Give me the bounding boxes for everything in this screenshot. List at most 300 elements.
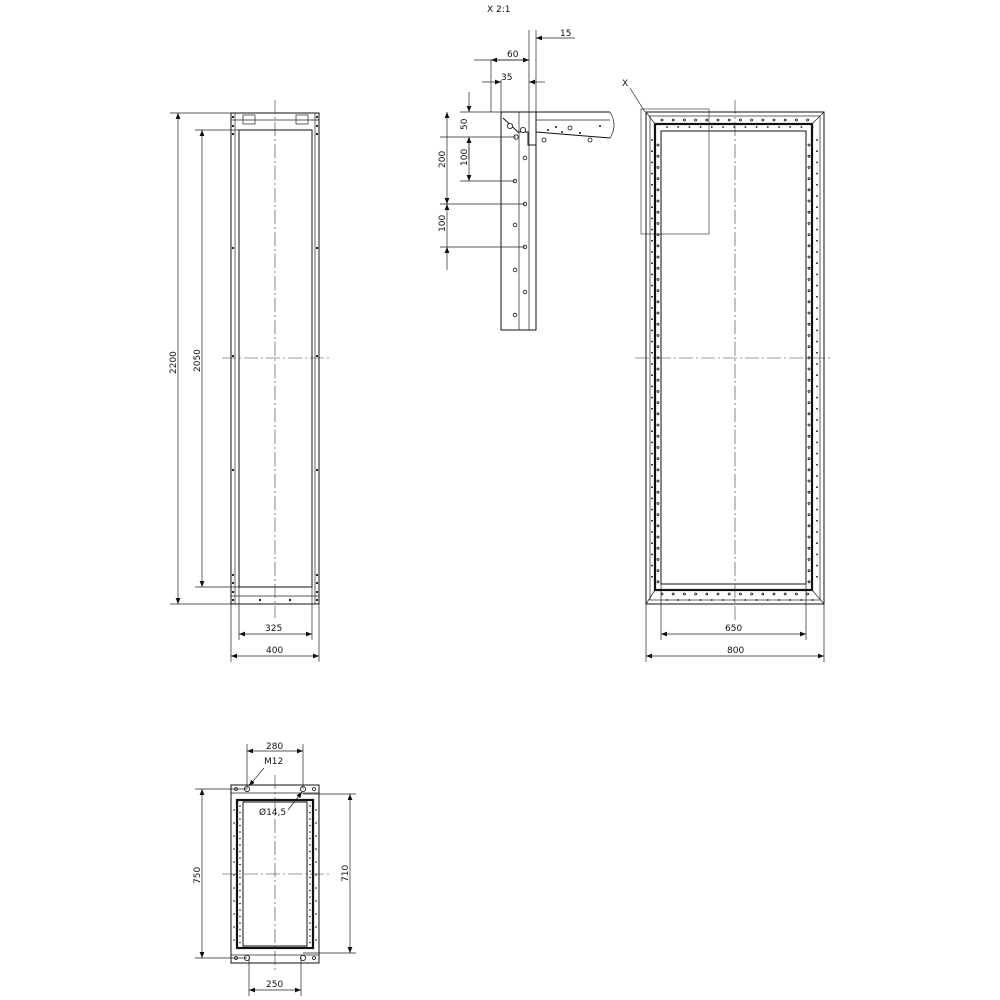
frame-hole bbox=[651, 195, 653, 197]
frame-hole bbox=[816, 554, 818, 556]
frame-hole bbox=[808, 525, 810, 527]
frame-hole bbox=[657, 166, 659, 168]
frame-hole bbox=[816, 430, 818, 432]
plan-view bbox=[193, 742, 356, 996]
front-view-hole-pattern bbox=[651, 119, 818, 601]
frame-hole bbox=[657, 312, 659, 314]
frame-hole bbox=[672, 119, 674, 121]
frame-hole bbox=[651, 565, 653, 567]
frame-hole bbox=[784, 119, 786, 121]
frame-hole bbox=[756, 599, 758, 601]
dim-800: 800 bbox=[727, 646, 745, 656]
frame-hole bbox=[808, 346, 810, 348]
frame-hole bbox=[816, 173, 818, 175]
frame-hole bbox=[808, 245, 810, 247]
frame-hole bbox=[808, 290, 810, 292]
frame-hole bbox=[808, 278, 810, 280]
frame-hole bbox=[657, 189, 659, 191]
frame-hole bbox=[309, 877, 311, 879]
frame-hole bbox=[816, 341, 818, 343]
frame-hole bbox=[657, 346, 659, 348]
dim-650: 650 bbox=[725, 624, 743, 634]
frame-hole bbox=[808, 514, 810, 516]
frame-hole bbox=[657, 267, 659, 269]
frame-hole bbox=[808, 222, 810, 224]
frame-hole bbox=[657, 424, 659, 426]
frame-hole bbox=[651, 206, 653, 208]
frame-hole bbox=[315, 913, 317, 915]
frame-hole bbox=[666, 599, 668, 601]
frame-hole bbox=[309, 857, 311, 859]
frame-hole bbox=[739, 593, 741, 595]
frame-hole bbox=[808, 570, 810, 572]
frame-hole bbox=[711, 126, 713, 128]
callout-x: X bbox=[622, 79, 629, 89]
frame-hole bbox=[816, 509, 818, 511]
frame-hole bbox=[651, 509, 653, 511]
frame-hole bbox=[657, 458, 659, 460]
frame-hole bbox=[315, 861, 317, 863]
frame-hole bbox=[309, 909, 311, 911]
frame-hole bbox=[233, 835, 235, 837]
frame-hole bbox=[657, 390, 659, 392]
frame-hole bbox=[657, 581, 659, 583]
frame-hole bbox=[233, 848, 235, 850]
frame-hole bbox=[315, 900, 317, 902]
frame-hole bbox=[651, 296, 653, 298]
frame-hole bbox=[239, 838, 241, 840]
frame-hole bbox=[808, 502, 810, 504]
frame-hole bbox=[816, 542, 818, 544]
frame-hole bbox=[808, 458, 810, 460]
frame-hole bbox=[808, 491, 810, 493]
frame-hole bbox=[808, 390, 810, 392]
frame-hole bbox=[812, 599, 814, 601]
dim-400: 400 bbox=[266, 646, 284, 656]
side-view bbox=[169, 100, 330, 662]
frame-hole bbox=[651, 554, 653, 556]
frame-hole bbox=[808, 402, 810, 404]
dim-35: 35 bbox=[501, 73, 513, 83]
frame-hole bbox=[795, 593, 797, 595]
frame-hole bbox=[816, 520, 818, 522]
frame-hole bbox=[657, 435, 659, 437]
frame-hole bbox=[816, 274, 818, 276]
frame-hole bbox=[657, 278, 659, 280]
frame-hole bbox=[239, 896, 241, 898]
frame-hole bbox=[657, 334, 659, 336]
frame-hole bbox=[657, 222, 659, 224]
frame-hole bbox=[728, 119, 730, 121]
dim-2050: 2050 bbox=[193, 349, 203, 372]
frame-hole bbox=[651, 274, 653, 276]
frame-hole bbox=[808, 413, 810, 415]
frame-hole bbox=[816, 139, 818, 141]
frame-hole bbox=[309, 838, 311, 840]
frame-hole bbox=[706, 593, 708, 595]
frame-hole bbox=[700, 599, 702, 601]
frame-hole bbox=[808, 446, 810, 448]
frame-hole bbox=[778, 126, 780, 128]
frame-hole bbox=[816, 162, 818, 164]
frame-hole bbox=[239, 929, 241, 931]
frame-hole bbox=[808, 424, 810, 426]
frame-hole bbox=[695, 593, 697, 595]
frame-hole bbox=[239, 916, 241, 918]
frame-hole bbox=[672, 593, 674, 595]
dim-280: 280 bbox=[266, 742, 284, 752]
frame-hole bbox=[807, 119, 809, 121]
frame-hole bbox=[808, 323, 810, 325]
frame-hole bbox=[651, 520, 653, 522]
frame-hole bbox=[808, 379, 810, 381]
frame-hole bbox=[309, 922, 311, 924]
frame-hole bbox=[309, 818, 311, 820]
frame-hole bbox=[816, 251, 818, 253]
frame-hole bbox=[808, 211, 810, 213]
frame-hole bbox=[651, 374, 653, 376]
dim-100-upper: 100 bbox=[460, 148, 470, 166]
frame-hole bbox=[239, 805, 241, 807]
frame-hole bbox=[773, 119, 775, 121]
frame-hole bbox=[309, 864, 311, 866]
frame-hole bbox=[808, 581, 810, 583]
frame-hole bbox=[657, 547, 659, 549]
frame-hole bbox=[309, 844, 311, 846]
frame-hole bbox=[239, 864, 241, 866]
frame-hole bbox=[745, 126, 747, 128]
frame-hole bbox=[816, 262, 818, 264]
frame-hole bbox=[816, 352, 818, 354]
label-hole-diameter: Ø14,5 bbox=[259, 808, 287, 818]
frame-hole bbox=[233, 939, 235, 941]
frame-hole bbox=[816, 285, 818, 287]
frame-hole bbox=[651, 139, 653, 141]
frame-hole bbox=[677, 599, 679, 601]
frame-hole bbox=[233, 887, 235, 889]
frame-hole bbox=[239, 818, 241, 820]
frame-hole bbox=[657, 200, 659, 202]
frame-hole bbox=[651, 430, 653, 432]
frame-hole bbox=[657, 570, 659, 572]
frame-hole bbox=[808, 256, 810, 258]
frame-hole bbox=[309, 883, 311, 885]
frame-hole bbox=[657, 413, 659, 415]
frame-hole bbox=[651, 150, 653, 152]
frame-hole bbox=[661, 119, 663, 121]
frame-hole bbox=[816, 565, 818, 567]
frame-hole bbox=[239, 877, 241, 879]
frame-hole bbox=[309, 825, 311, 827]
frame-hole bbox=[816, 531, 818, 533]
frame-hole bbox=[816, 453, 818, 455]
frame-hole bbox=[651, 218, 653, 220]
frame-hole bbox=[808, 301, 810, 303]
frame-hole bbox=[807, 593, 809, 595]
frame-hole bbox=[239, 825, 241, 827]
frame-hole bbox=[683, 119, 685, 121]
frame-hole bbox=[233, 822, 235, 824]
frame-hole bbox=[816, 397, 818, 399]
frame-hole bbox=[309, 903, 311, 905]
frame-hole bbox=[651, 475, 653, 477]
frame-hole bbox=[808, 155, 810, 157]
frame-hole bbox=[816, 408, 818, 410]
dim-250: 250 bbox=[266, 980, 284, 990]
frame-hole bbox=[816, 307, 818, 309]
frame-hole bbox=[733, 126, 735, 128]
dim-100-lower: 100 bbox=[438, 214, 448, 232]
frame-hole bbox=[309, 805, 311, 807]
frame-hole bbox=[657, 379, 659, 381]
frame-hole bbox=[651, 442, 653, 444]
frame-hole bbox=[239, 935, 241, 937]
frame-hole bbox=[657, 290, 659, 292]
frame-hole bbox=[651, 542, 653, 544]
frame-hole bbox=[315, 926, 317, 928]
frame-hole bbox=[808, 178, 810, 180]
frame-hole bbox=[651, 330, 653, 332]
frame-hole bbox=[315, 939, 317, 941]
frame-hole bbox=[816, 363, 818, 365]
frame-hole bbox=[651, 173, 653, 175]
frame-hole bbox=[808, 234, 810, 236]
frame-hole bbox=[816, 486, 818, 488]
frame-hole bbox=[309, 890, 311, 892]
frame-hole bbox=[657, 525, 659, 527]
frame-hole bbox=[651, 162, 653, 164]
frame-hole bbox=[816, 184, 818, 186]
frame-hole bbox=[657, 301, 659, 303]
frame-hole bbox=[651, 576, 653, 578]
frame-hole bbox=[309, 935, 311, 937]
frame-hole bbox=[657, 211, 659, 213]
frame-hole bbox=[309, 851, 311, 853]
frame-hole bbox=[657, 256, 659, 258]
frame-hole bbox=[657, 368, 659, 370]
frame-hole bbox=[722, 599, 724, 601]
detail-label: X 2:1 bbox=[487, 5, 511, 15]
frame-hole bbox=[657, 491, 659, 493]
frame-hole bbox=[657, 155, 659, 157]
frame-hole bbox=[651, 419, 653, 421]
frame-hole bbox=[651, 341, 653, 343]
dim-200: 200 bbox=[438, 150, 448, 168]
dim-60: 60 bbox=[507, 50, 519, 60]
frame-hole bbox=[233, 913, 235, 915]
frame-hole bbox=[808, 547, 810, 549]
frame-hole bbox=[651, 531, 653, 533]
frame-hole bbox=[657, 178, 659, 180]
frame-hole bbox=[315, 809, 317, 811]
frame-hole bbox=[657, 480, 659, 482]
frame-hole bbox=[808, 536, 810, 538]
frame-hole bbox=[733, 599, 735, 601]
frame-hole bbox=[816, 218, 818, 220]
dim-710: 710 bbox=[341, 864, 351, 882]
frame-hole bbox=[239, 890, 241, 892]
frame-hole bbox=[657, 357, 659, 359]
frame-hole bbox=[657, 469, 659, 471]
frame-hole bbox=[706, 119, 708, 121]
frame-hole bbox=[784, 593, 786, 595]
frame-hole bbox=[651, 386, 653, 388]
frame-hole bbox=[651, 318, 653, 320]
frame-hole bbox=[233, 809, 235, 811]
frame-hole bbox=[651, 352, 653, 354]
frame-hole bbox=[309, 812, 311, 814]
frame-hole bbox=[651, 184, 653, 186]
frame-hole bbox=[700, 126, 702, 128]
frame-hole bbox=[651, 262, 653, 264]
frame-hole bbox=[309, 831, 311, 833]
frame-hole bbox=[762, 593, 764, 595]
frame-hole bbox=[657, 323, 659, 325]
frame-hole bbox=[816, 229, 818, 231]
frame-hole bbox=[651, 408, 653, 410]
frame-hole bbox=[651, 285, 653, 287]
frame-hole bbox=[239, 942, 241, 944]
frame-hole bbox=[816, 576, 818, 578]
frame-hole bbox=[789, 599, 791, 601]
frame-hole bbox=[745, 599, 747, 601]
frame-hole bbox=[657, 514, 659, 516]
frame-hole bbox=[808, 166, 810, 168]
dim-750: 750 bbox=[193, 866, 203, 884]
frame-hole bbox=[816, 330, 818, 332]
frame-hole bbox=[239, 844, 241, 846]
frame-hole bbox=[808, 480, 810, 482]
frame-hole bbox=[816, 240, 818, 242]
frame-hole bbox=[816, 374, 818, 376]
frame-hole bbox=[789, 126, 791, 128]
frame-hole bbox=[651, 486, 653, 488]
frame-hole bbox=[808, 558, 810, 560]
frame-hole bbox=[773, 593, 775, 595]
frame-hole bbox=[315, 874, 317, 876]
frame-hole bbox=[756, 126, 758, 128]
frame-hole bbox=[651, 307, 653, 309]
frame-hole bbox=[816, 318, 818, 320]
frame-hole bbox=[677, 126, 679, 128]
frame-hole bbox=[239, 851, 241, 853]
frame-hole bbox=[816, 498, 818, 500]
frame-hole bbox=[239, 812, 241, 814]
frame-hole bbox=[651, 229, 653, 231]
frame-hole bbox=[816, 442, 818, 444]
frame-hole bbox=[309, 896, 311, 898]
frame-hole bbox=[239, 870, 241, 872]
frame-hole bbox=[315, 822, 317, 824]
frame-hole bbox=[239, 883, 241, 885]
frame-hole bbox=[657, 144, 659, 146]
frame-hole bbox=[808, 144, 810, 146]
frame-hole bbox=[689, 126, 691, 128]
detail-view-x bbox=[438, 5, 614, 330]
dim-15: 15 bbox=[560, 29, 572, 39]
frame-hole bbox=[751, 119, 753, 121]
frame-hole bbox=[657, 558, 659, 560]
frame-hole bbox=[808, 357, 810, 359]
frame-hole bbox=[657, 245, 659, 247]
frame-hole bbox=[816, 464, 818, 466]
frame-hole bbox=[717, 119, 719, 121]
frame-hole bbox=[739, 119, 741, 121]
frame-hole bbox=[651, 251, 653, 253]
frame-hole bbox=[651, 363, 653, 365]
dim-2200: 2200 bbox=[169, 351, 179, 374]
frame-hole bbox=[816, 150, 818, 152]
frame-hole bbox=[239, 909, 241, 911]
frame-hole bbox=[808, 312, 810, 314]
frame-hole bbox=[657, 536, 659, 538]
frame-hole bbox=[233, 926, 235, 928]
frame-hole bbox=[309, 916, 311, 918]
frame-hole bbox=[808, 200, 810, 202]
frame-hole bbox=[808, 334, 810, 336]
frame-hole bbox=[808, 368, 810, 370]
frame-hole bbox=[666, 126, 668, 128]
frame-hole bbox=[657, 502, 659, 504]
frame-hole bbox=[812, 126, 814, 128]
frame-hole bbox=[651, 240, 653, 242]
frame-hole bbox=[309, 870, 311, 872]
frame-hole bbox=[651, 498, 653, 500]
frame-hole bbox=[315, 887, 317, 889]
frame-hole bbox=[801, 599, 803, 601]
frame-hole bbox=[651, 453, 653, 455]
frame-hole bbox=[751, 593, 753, 595]
dim-50: 50 bbox=[460, 118, 470, 130]
frame-hole bbox=[315, 848, 317, 850]
frame-hole bbox=[651, 397, 653, 399]
frame-hole bbox=[717, 593, 719, 595]
frame-hole bbox=[695, 119, 697, 121]
frame-hole bbox=[309, 929, 311, 931]
frame-hole bbox=[711, 599, 713, 601]
frame-hole bbox=[239, 831, 241, 833]
frame-hole bbox=[801, 126, 803, 128]
frame-hole bbox=[728, 593, 730, 595]
frame-hole bbox=[767, 126, 769, 128]
frame-hole bbox=[816, 195, 818, 197]
frame-hole bbox=[762, 119, 764, 121]
frame-hole bbox=[315, 835, 317, 837]
front-view bbox=[622, 79, 832, 662]
frame-hole bbox=[816, 386, 818, 388]
frame-hole bbox=[816, 419, 818, 421]
frame-hole bbox=[239, 857, 241, 859]
dim-325: 325 bbox=[265, 624, 283, 634]
frame-hole bbox=[233, 900, 235, 902]
frame-hole bbox=[657, 446, 659, 448]
frame-hole bbox=[651, 464, 653, 466]
frame-hole bbox=[239, 922, 241, 924]
frame-hole bbox=[683, 593, 685, 595]
frame-hole bbox=[239, 903, 241, 905]
frame-hole bbox=[657, 402, 659, 404]
frame-hole bbox=[808, 189, 810, 191]
frame-hole bbox=[816, 475, 818, 477]
frame-hole bbox=[233, 861, 235, 863]
frame-hole bbox=[767, 599, 769, 601]
frame-hole bbox=[816, 296, 818, 298]
frame-hole bbox=[233, 874, 235, 876]
frame-hole bbox=[722, 126, 724, 128]
frame-hole bbox=[816, 206, 818, 208]
frame-hole bbox=[309, 942, 311, 944]
frame-hole bbox=[808, 267, 810, 269]
